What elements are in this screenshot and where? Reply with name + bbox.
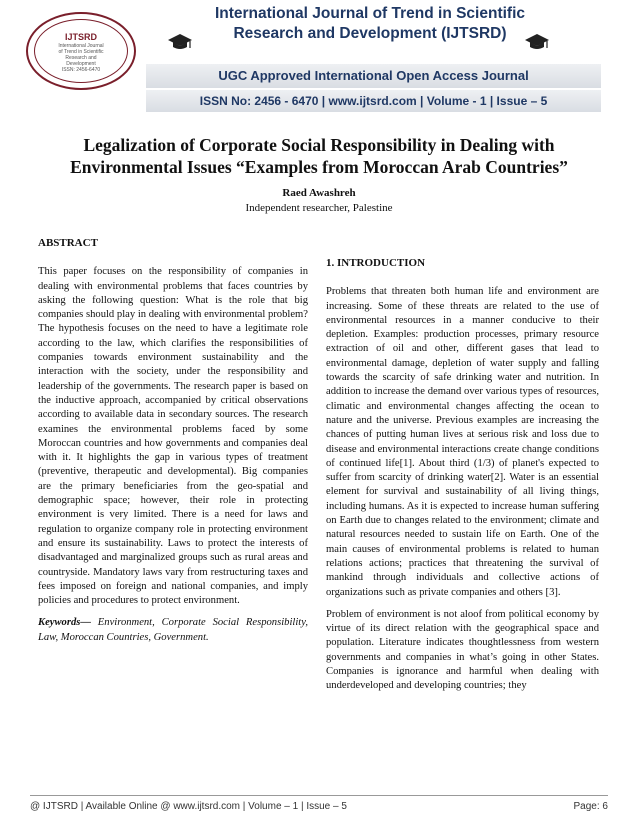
journal-title: International Journal of Trend in Scientific Research and Development (IJTSRD) [214, 5, 526, 42]
introduction-paragraph: Problem of environment is not aloof from political economy by virtue of its direct relation with the geographical space and population. Literature indicates thoughtlessness from western governments and companies in what’s going in other States. Companies is ignorance and harmful when dealing with underdeveloped and developing countries; they [326, 608, 599, 692]
introduction-column [326, 256, 599, 702]
abstract-column [38, 236, 308, 653]
journal-seal-logo: IJTSRD International Journal of Trend in Scientific Research and Development ISSN: 2456-6470 [26, 12, 136, 90]
issn-band: ISSN No: 2456 - 6470 | www.ijtsrd.com | Volume - 1 | Issue – 5 [146, 90, 601, 112]
keywords-label: Keywords— [38, 617, 91, 629]
introduction-heading: 1. INTRODUCTION [326, 257, 426, 269]
page-number: Page: 6 [573, 801, 608, 812]
keywords [38, 616, 308, 645]
seal-abbr: IJTSRD [64, 32, 97, 42]
introduction-paragraph: Problems that threaten both human life and environment are increasing. Some of these threats are related to the use of environmental resources in a manner conducive to their depletion. Examples: production processes, primary resource extraction of oil and other, different gases that lead to environmental damage, depletion of water supply and falling towards the scarcity of safe drinking water and nutrition. In addition to increase the demand over various types of resources, climatic and environmental changes affecting the ocean to nature and the universe. Previous examples are increasing the chances of putting human lives at serious risk and loss due to disease and environmental interactions create change conditions of continued life[1]. About third (1/3) of planet's expected to suffer from scarcity of drinking water[2]. Water is an essential element for survival and sustainability of all living things, including humans. As it is expected to increase human suffering on Earth due to changes related to the environment; climate and natural resources needed to sustain life on Earth. One of the main causes of environmental problems is related to human relations actions; practices that threatening the survival of mankind through individuals and collective actions of organizations such as private companies and others [3]. [326, 286, 599, 598]
paper-title: Legalization of Corporate Social Responsibility in Dealing with Environmental Issues “Examples from Moroccan Arab Countries” [70, 135, 568, 177]
abstract-body: This paper focuses on the responsibility of companies in dealing with environmental problems that faces countries by asking the following question: What is the role that big companies should play in dealing with environmental problem? The hypothesis focuses on the need to have a legitimate role according to the law, which clarifies the responsibilities of companies towards environment sustainability and the interaction with the society, under the responsibility and leadership of the governments. The research paper is based on the inductive approach, accompanied by critical observations according to available data in secondary sources. The research examines the environmental problems faced by some Moroccan countries and how governments and companies deal with it. It highlights the gap in various types of treatment (preventive, therapeutic and developmental). Big companies are the primary beneficiaries from the geo-spatial and demographic space; however, their role in protecting environment is very limited. There is a need for laws and regulation to organize company role in protecting environment and ensure its sustainability. Laws to protect the interests of disadvantaged and marginalized groups such as rural areas and countryside. Mandatory laws vary from restructuring taxes and fees imposed on foreign and national companies, and imply policies and procedures to protect environment. [38, 266, 308, 607]
journal-header [0, 0, 638, 112]
footer-citation: @ IJTSRD | Available Online @ www.ijtsrd.com | Volume – 1 | Issue – 5 [30, 801, 347, 812]
author-name: Raed Awashreh [282, 187, 356, 199]
keywords-list: Environment, Corporate Social Responsibility, Law, Moroccan Countries, Government. [38, 617, 308, 643]
approval-band: UGC Approved International Open Access Journal [146, 64, 601, 88]
author-affiliation: Independent researcher, Palestine [245, 202, 393, 214]
abstract-heading: ABSTRACT [38, 237, 98, 249]
page-footer [30, 795, 608, 812]
